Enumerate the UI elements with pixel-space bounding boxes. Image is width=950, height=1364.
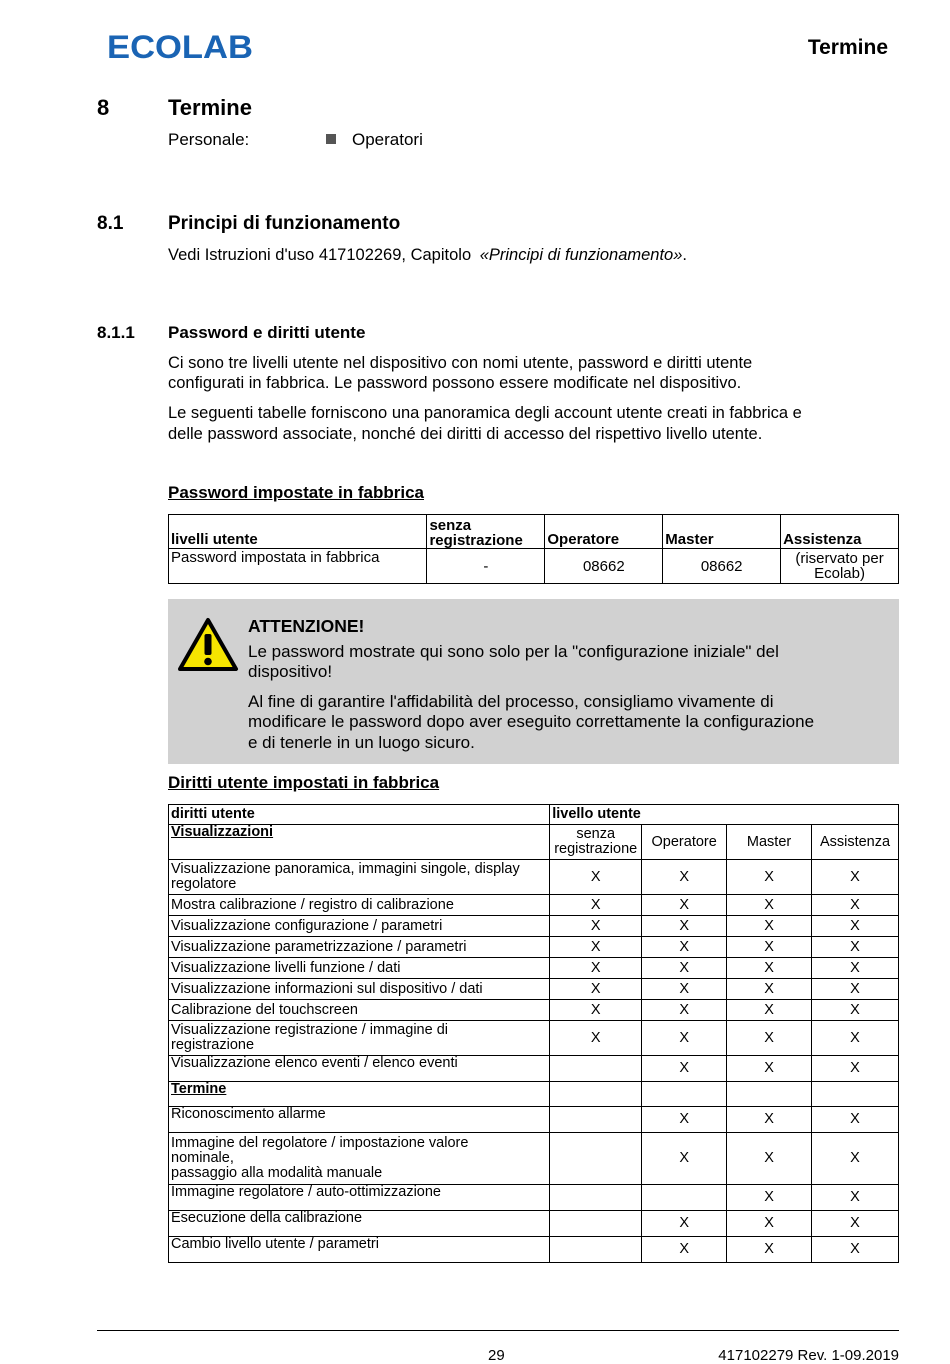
permission-cell bbox=[642, 1185, 727, 1211]
cell-value: 08662 bbox=[545, 549, 663, 584]
rights-table-header bbox=[169, 805, 899, 825]
permission-cell: X bbox=[642, 1237, 727, 1263]
header-title: Termine bbox=[807, 36, 888, 59]
table-row bbox=[169, 1185, 899, 1211]
cell-line: (riservato per bbox=[795, 550, 884, 567]
permission-cell: X bbox=[812, 1185, 899, 1211]
permission-cell: X bbox=[727, 979, 812, 1000]
warning-triangle-icon bbox=[177, 617, 239, 673]
footer-divider bbox=[97, 1330, 899, 1331]
table-row bbox=[169, 1000, 899, 1021]
permission-cell: X bbox=[642, 1000, 727, 1021]
right-label-line: Visualizzazione informazioni sul dispositivo / dati bbox=[171, 980, 483, 997]
right-label bbox=[169, 1185, 550, 1211]
permission-cell: X bbox=[550, 958, 642, 979]
permission-cell: X bbox=[812, 1211, 899, 1237]
permission-cell: X bbox=[642, 1133, 727, 1185]
right-label-line: registrazione bbox=[171, 1037, 255, 1053]
permission-cell bbox=[550, 1185, 642, 1211]
permission-cell: X bbox=[642, 937, 727, 958]
permission-cell: X bbox=[727, 1056, 812, 1082]
right-label-line: Immagine regolatore / auto-ottimizzazione bbox=[171, 1184, 441, 1200]
table-row bbox=[169, 1211, 899, 1237]
password-table-header bbox=[169, 515, 899, 549]
rights-table bbox=[168, 804, 899, 1263]
permission-cell: X bbox=[812, 979, 899, 1000]
table-row bbox=[169, 1133, 899, 1185]
right-label-line: Calibrazione del touchscreen bbox=[171, 1001, 358, 1018]
warning-line: dispositivo! bbox=[248, 662, 333, 681]
paragraph-2-line-1: Le seguenti tabelle forniscono una panoramica degli account utente creati in fabbrica e bbox=[168, 404, 802, 422]
permission-cell: X bbox=[812, 916, 899, 937]
rights-table-subheader bbox=[169, 825, 899, 860]
table-row bbox=[169, 916, 899, 937]
permission-cell: X bbox=[727, 1000, 812, 1021]
personnel-value: Operatori bbox=[352, 130, 423, 149]
permission-cell: X bbox=[727, 1107, 812, 1133]
col-subheader: Operatore bbox=[642, 825, 727, 860]
empty-cell bbox=[812, 1082, 899, 1107]
table-row bbox=[169, 958, 899, 979]
paragraph-1-line-2: configurati in fabbrica. Le password possono essere modificate nel dispositivo. bbox=[168, 374, 742, 392]
permission-cell: X bbox=[550, 1000, 642, 1021]
table-row bbox=[169, 860, 899, 895]
permission-cell: X bbox=[550, 895, 642, 916]
table-row bbox=[169, 549, 899, 584]
permission-cell bbox=[550, 1211, 642, 1237]
permission-cell: X bbox=[550, 979, 642, 1000]
password-table bbox=[168, 514, 899, 584]
col-header bbox=[427, 515, 545, 549]
permission-cell: X bbox=[642, 979, 727, 1000]
col-header-line: registrazione bbox=[429, 532, 523, 549]
permission-cell: X bbox=[550, 1021, 642, 1056]
personnel-label: Personale: bbox=[168, 130, 250, 149]
permission-cell: X bbox=[812, 1021, 899, 1056]
permission-cell: X bbox=[727, 860, 812, 895]
right-label-line: regolatore bbox=[171, 876, 237, 892]
group-label: Visualizzazioni bbox=[169, 825, 550, 860]
group-label: Termine bbox=[169, 1082, 550, 1107]
subsection-text-ref: «Principi di funzionamento» bbox=[479, 246, 683, 264]
right-label bbox=[169, 1000, 550, 1021]
permission-cell: X bbox=[642, 916, 727, 937]
col-header: livello utente bbox=[550, 805, 899, 825]
ecolab-logo bbox=[107, 30, 255, 62]
right-label-line: Visualizzazione elenco eventi / elenco eventi bbox=[171, 1055, 458, 1071]
table-row bbox=[169, 937, 899, 958]
table-row bbox=[169, 1237, 899, 1263]
table-row bbox=[169, 979, 899, 1000]
permission-cell: X bbox=[812, 1107, 899, 1133]
permission-cell: X bbox=[550, 916, 642, 937]
empty-cell bbox=[550, 1082, 642, 1107]
permission-cell: X bbox=[727, 937, 812, 958]
permission-cell bbox=[550, 1133, 642, 1185]
permission-cell: X bbox=[642, 895, 727, 916]
right-label-line: passaggio alla modalità manuale bbox=[171, 1165, 383, 1181]
permission-cell: X bbox=[812, 1056, 899, 1082]
right-label bbox=[169, 979, 550, 1000]
subsection-title: Principi di funzionamento bbox=[168, 213, 401, 234]
right-label-line: Visualizzazione configurazione / parametri bbox=[171, 917, 443, 934]
col-subheader-line: senza bbox=[576, 826, 616, 842]
right-label-line: Cambio livello utente / parametri bbox=[171, 1236, 379, 1252]
rights-group-1 bbox=[169, 860, 899, 1082]
bullet-square-icon bbox=[326, 134, 336, 144]
permission-cell: X bbox=[812, 1237, 899, 1263]
permission-cell bbox=[550, 1056, 642, 1082]
col-header: Assistenza bbox=[781, 515, 899, 549]
permission-cell: X bbox=[727, 1133, 812, 1185]
permission-cell: X bbox=[642, 1056, 727, 1082]
permission-cell: X bbox=[727, 1185, 812, 1211]
table-row bbox=[169, 1056, 899, 1082]
permission-cell: X bbox=[727, 1211, 812, 1237]
right-label-line: Mostra calibrazione / registro di calibrazione bbox=[171, 896, 454, 913]
right-label bbox=[169, 937, 550, 958]
cell-value bbox=[781, 549, 899, 584]
cell-value: - bbox=[427, 549, 545, 584]
right-label-line: Esecuzione della calibrazione bbox=[171, 1210, 363, 1226]
permission-cell bbox=[550, 1107, 642, 1133]
right-label bbox=[169, 916, 550, 937]
col-header: Master bbox=[663, 515, 781, 549]
permission-cell: X bbox=[550, 860, 642, 895]
subsection-text-prefix: Vedi Istruzioni d'uso 417102269, Capitolo bbox=[168, 246, 476, 264]
subsubsection-number: 8.1.1 bbox=[97, 323, 135, 342]
empty-cell bbox=[727, 1082, 812, 1107]
right-label bbox=[169, 1237, 550, 1263]
right-label bbox=[169, 895, 550, 916]
right-label bbox=[169, 958, 550, 979]
permission-cell: X bbox=[642, 1211, 727, 1237]
right-label bbox=[169, 1211, 550, 1237]
permission-cell: X bbox=[812, 895, 899, 916]
warning-line: modificare le password dopo aver eseguito correttamente la configurazione bbox=[248, 712, 815, 731]
right-label-line: Immagine del regolatore / impostazione valore bbox=[171, 1135, 469, 1151]
password-table-title: Password impostate in fabbrica bbox=[168, 483, 425, 502]
warning-line: Le password mostrate qui sono solo per la "configurazione iniziale" del bbox=[248, 642, 779, 661]
col-subheader: Assistenza bbox=[812, 825, 899, 860]
permission-cell: X bbox=[812, 1000, 899, 1021]
permission-cell: X bbox=[812, 958, 899, 979]
permission-cell: X bbox=[727, 1021, 812, 1056]
subsubsection-title: Password e diritti utente bbox=[168, 323, 366, 342]
page-number: 29 bbox=[488, 1347, 505, 1364]
permission-cell: X bbox=[727, 958, 812, 979]
rights-table-title: Diritti utente impostati in fabbrica bbox=[168, 773, 440, 792]
cell-line: Ecolab) bbox=[814, 565, 865, 582]
right-label-line: Visualizzazione livelli funzione / dati bbox=[171, 959, 401, 976]
warning-line: Al fine di garantire l'affidabilità del processo, consigliamo vivamente di bbox=[248, 692, 774, 711]
rights-group-2 bbox=[169, 1107, 899, 1263]
row-label: Password impostata in fabbrica bbox=[169, 549, 427, 584]
right-label-line: Visualizzazione parametrizzazione / parametri bbox=[171, 938, 467, 955]
permission-cell: X bbox=[642, 1021, 727, 1056]
table-row bbox=[169, 895, 899, 916]
permission-cell: X bbox=[812, 937, 899, 958]
paragraph-2-line-2: delle password associate, nonché dei diritti di accesso del rispettivo livello utente. bbox=[168, 425, 763, 443]
permission-cell: X bbox=[727, 916, 812, 937]
permission-cell: X bbox=[550, 937, 642, 958]
section-number: 8 bbox=[97, 95, 110, 120]
right-label-line: Visualizzazione panoramica, immagini singole, display bbox=[171, 861, 520, 877]
permission-cell: X bbox=[642, 860, 727, 895]
right-label bbox=[169, 1056, 550, 1082]
right-label bbox=[169, 860, 550, 895]
right-label bbox=[169, 1021, 550, 1056]
warning-line: e di tenerle in un luogo sicuro. bbox=[248, 733, 475, 752]
permission-cell: X bbox=[727, 895, 812, 916]
empty-cell bbox=[642, 1082, 727, 1107]
col-subheader: Master bbox=[727, 825, 812, 860]
col-header: Operatore bbox=[545, 515, 663, 549]
cell-value: 08662 bbox=[663, 549, 781, 584]
right-label-line: Visualizzazione registrazione / immagine di bbox=[171, 1022, 448, 1038]
warning-heading: ATTENZIONE! bbox=[248, 616, 365, 636]
subsection-number: 8.1 bbox=[97, 213, 124, 234]
permission-cell bbox=[550, 1237, 642, 1263]
permission-cell: X bbox=[727, 1237, 812, 1263]
permission-cell: X bbox=[642, 1107, 727, 1133]
subsection-text bbox=[168, 245, 687, 265]
permission-cell: X bbox=[812, 1133, 899, 1185]
permission-cell: X bbox=[642, 958, 727, 979]
document-reference: 417102279 Rev. 1-09.2019 bbox=[718, 1347, 899, 1364]
right-label bbox=[169, 1133, 550, 1185]
right-label bbox=[169, 1107, 550, 1133]
table-row bbox=[169, 1021, 899, 1056]
subsection-text-suffix: . bbox=[682, 246, 688, 264]
right-label-line: Riconoscimento allarme bbox=[171, 1106, 326, 1122]
section-title: Termine bbox=[168, 95, 252, 120]
col-header: livelli utente bbox=[169, 515, 427, 549]
group-row bbox=[169, 1082, 899, 1107]
col-header-line: senza bbox=[429, 517, 472, 534]
right-label-line: nominale, bbox=[171, 1150, 234, 1166]
paragraph-1-line-1: Ci sono tre livelli utente nel dispositivo con nomi utente, password e diritti utente bbox=[168, 354, 753, 372]
col-subheader bbox=[550, 825, 642, 860]
table-row bbox=[169, 1107, 899, 1133]
logo-text: ECOLAB bbox=[107, 30, 253, 62]
permission-cell: X bbox=[812, 860, 899, 895]
col-subheader-line: registrazione bbox=[554, 841, 638, 857]
col-header: diritti utente bbox=[169, 805, 550, 825]
